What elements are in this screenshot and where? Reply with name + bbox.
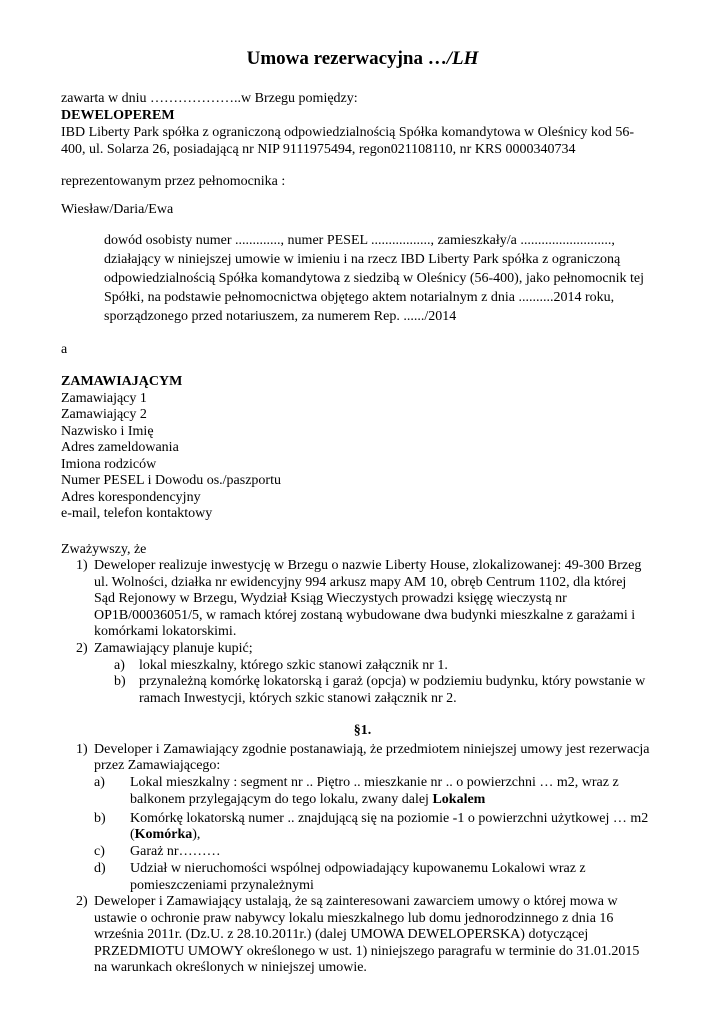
client-field: Zamawiający 2	[61, 407, 147, 422]
client-field: Adres korespondencyjny	[61, 490, 201, 505]
section-heading: §1.	[353, 723, 372, 738]
developer-details-line2: 400, ul. Solarza 26, posiadającą nr NIP 9111975494, regon021108110, nr KRS 0000340734	[61, 142, 576, 157]
whereas-item1-line: OP1B/00036051/5, w ramach której zostaną wybudowane dwa budynki mieszkalne z garażami i	[94, 608, 636, 623]
section1-a-line: Lokal mieszkalny : segment nr .. Piętro .. mieszkanie nr .. o powierzchni … m2, wraz z	[130, 775, 619, 790]
section1-a-line: balkonem przylegającym do tego lokalu, zwany dalej Lokalem	[130, 792, 486, 807]
section1-p2-line: Deweloper i Zamawiający ustalają, że są zainteresowani zawarciem umowy o której mowa w	[94, 894, 618, 909]
list-number: 1)	[76, 742, 88, 757]
section1-p2-line: PRZEDMIOTU UMOWY określonego w ust. 1) niniejszego paragrafu w terminie do 31.01.2015	[94, 944, 640, 959]
client-field: Imiona rodziców	[61, 457, 157, 472]
client-field: e-mail, telefon kontaktowy	[61, 506, 213, 521]
whereas-item1-line: komórkami lokatorskimi.	[94, 624, 237, 639]
whereas-intro: Zważywszy, że	[61, 542, 147, 557]
section1-b-line: Komórkę lokatorską numer .. znajdującą się na poziomie -1 o powierzchni użytkowej … m2	[130, 811, 649, 826]
document-title: Umowa rezerwacyjna …/LH	[246, 48, 479, 69]
whereas-item2: Zamawiający planuje kupić;	[94, 641, 253, 656]
client-heading: ZAMAWIAJĄCYM	[61, 374, 183, 389]
attorney-line: dowód osobisty numer ............., numer PESEL ................., zamieszkały/a ..........................,	[104, 233, 615, 248]
list-number: 2)	[76, 894, 88, 909]
list-letter: d)	[94, 861, 106, 876]
list-letter: a)	[94, 775, 105, 790]
section1-p2-line: na warunkach określonych w niniejszej umowie.	[94, 960, 367, 975]
section1-p2-line: września 2011r. (Dz.U. z 28.10.2011r.) (dalej UMOWA DEWELOPERSKA) dotyczącej	[94, 927, 589, 942]
whereas-item1-line: Deweloper realizuje inwestycję w Brzegu o nazwie Liberty House, zlokalizowanej: 49-300 Brzeg	[94, 558, 642, 573]
developer-heading: DEWELOPEREM	[61, 108, 175, 123]
client-field: Numer PESEL i Dowodu os./paszportu	[61, 473, 281, 488]
list-letter: c)	[94, 844, 105, 859]
list-letter: a)	[114, 658, 125, 673]
whereas-item1-line: ul. Wolności, działka nr ewidencyjny 994 arkusz mapy AM 10, obręb Centrum 1102, dla której	[94, 575, 627, 590]
whereas-sub-b-line: przynależną komórkę lokatorską i garaż (opcja) w podziemiu budynku, który powstanie w	[139, 674, 646, 689]
whereas-sub-a: lokal mieszkalny, którego szkic stanowi załącznik nr 1.	[139, 658, 448, 673]
client-field: Nazwisko i Imię	[61, 424, 154, 439]
list-number: 1)	[76, 558, 88, 573]
developer-details-line1: IBD Liberty Park spółka z ograniczoną odpowiedzialnością Spółka komandytowa w Oleśnicy kod 56-	[61, 125, 635, 140]
section1-p1-line: Developer i Zamawiający zgodnie postanawiają, że przedmiotem niniejszej umowy jest rezerwacja	[94, 742, 650, 757]
attorney-names: Wiesław/Daria/Ewa	[61, 202, 174, 217]
attorney-line: działający w niniejszej umowie w imieniu i na rzecz IBD Liberty Park spółka z ograniczoną	[104, 252, 621, 267]
client-field: Adres zameldowania	[61, 440, 179, 455]
section1-d-line: pomieszczeniami przynależnymi	[130, 878, 314, 893]
whereas-sub-b-line: ramach Inwestycji, których szkic stanowi załącznik nr 2.	[139, 691, 457, 706]
section1-d-line: Udział w nieruchomości wspólnej odpowiadający kupowanemu Lokalowi wraz z	[130, 861, 586, 876]
section1-p1-line: przez Zamawiającego:	[94, 758, 221, 773]
attorney-line: Spółki, na podstawie pełnomocnictwa objętego aktem notarialnym z dnia ..........2014 roku,	[104, 290, 615, 305]
section1-c: Garaż nr………	[130, 844, 221, 859]
date-line: zawarta w dniu ………………..w Brzegu pomiędzy:	[61, 91, 358, 106]
list-number: 2)	[76, 641, 88, 656]
conjunction: a	[61, 342, 68, 357]
list-letter: b)	[94, 811, 106, 826]
whereas-item1-line: Sąd Rejonowy w Brzegu, Wydział Ksiąg Wieczystych prowadzi księgę wieczystą nr	[94, 591, 567, 606]
client-field: Zamawiający 1	[61, 391, 147, 406]
attorney-line: odpowiedzialnością Spółka komandytowa z siedzibą w Oleśnicy (56-400), jako pełnomocnik tej	[104, 271, 645, 286]
section1-p2-line: ustawie o ochronie praw nabywcy lokalu mieszkalnego lub domu jednorodzinnego z dnia 16	[94, 911, 614, 926]
list-letter: b)	[114, 674, 126, 689]
section1-b-line: (Komórka),	[130, 827, 201, 842]
represented-by: reprezentowanym przez pełnomocnika :	[61, 174, 286, 189]
attorney-line: sporządzonego przed notariuszem, za numerem Rep. ....../2014	[104, 309, 457, 324]
